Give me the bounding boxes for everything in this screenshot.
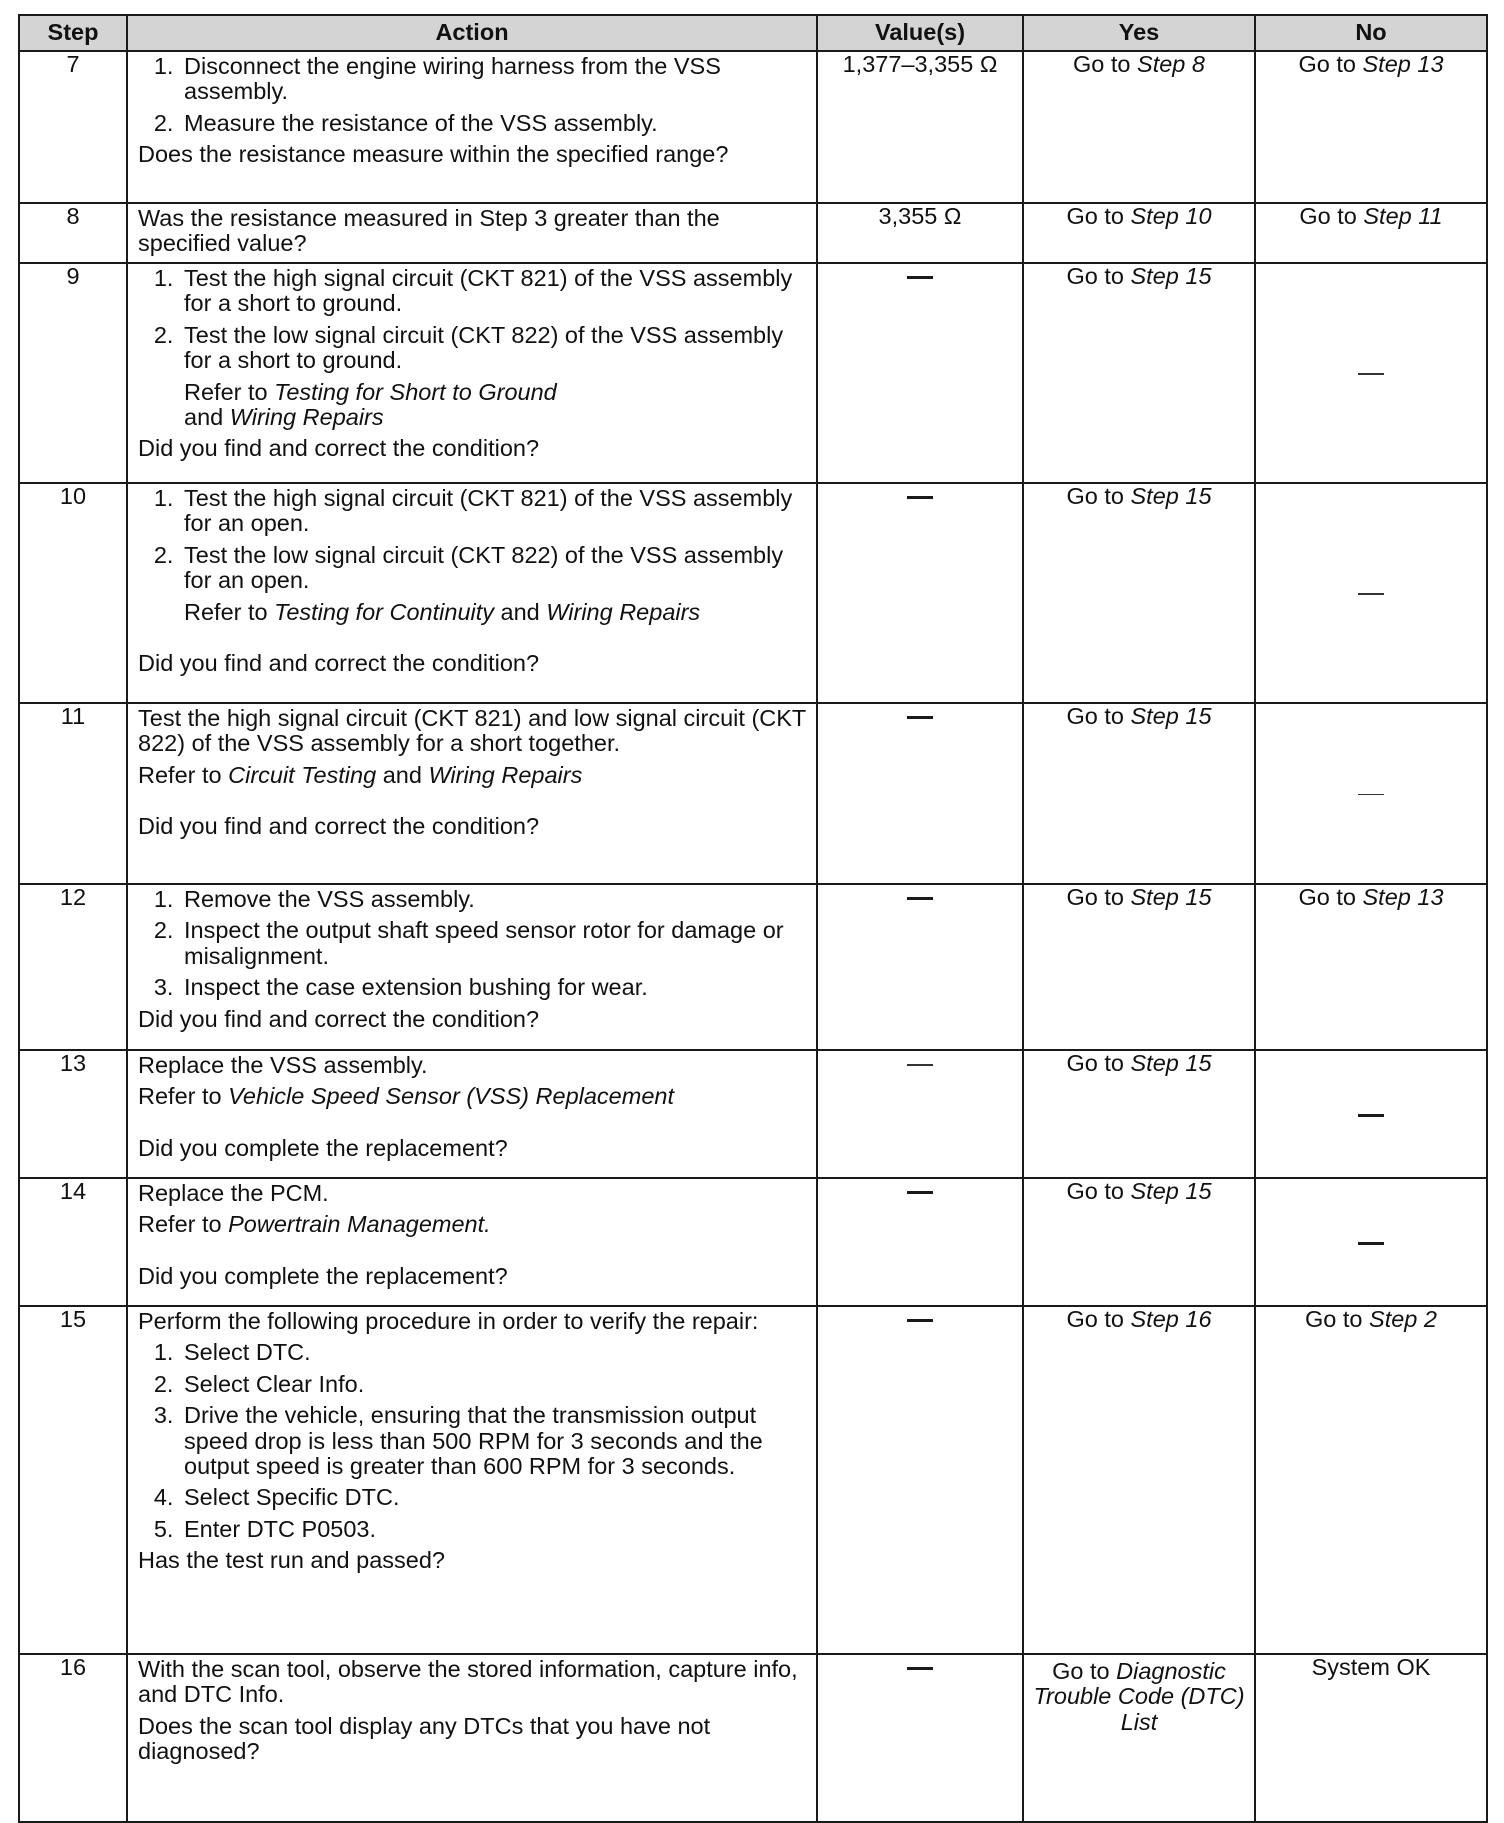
goto-label: Go to xyxy=(1066,483,1124,509)
value-cell: 1,377–3,355 Ω xyxy=(817,51,1023,203)
no-cell[interactable] xyxy=(1255,51,1487,203)
list-item: 2. Inspect the output shaft speed sensor rotor for damage or misalignment. xyxy=(180,918,810,969)
action-text: Perform the following procedure in order to verify the repair: xyxy=(138,1308,759,1334)
step-number: 12 xyxy=(19,884,127,1050)
no-cell xyxy=(1255,483,1487,703)
list-item: 2. Measure the resistance of the VSS assembly. xyxy=(180,111,810,136)
reference-link[interactable]: Vehicle Speed Sensor (VSS) Replacement xyxy=(228,1083,674,1110)
step-number: 15 xyxy=(19,1306,127,1654)
action-list xyxy=(138,486,810,625)
reference-link[interactable]: Wiring Repairs xyxy=(546,598,701,625)
action-list xyxy=(138,1340,810,1542)
ref-and: and xyxy=(184,403,224,430)
reference-link[interactable]: Testing for Short to Ground xyxy=(274,378,557,405)
value-cell xyxy=(817,1050,1023,1178)
step-number: 16 xyxy=(19,1654,127,1822)
header-yes: Yes xyxy=(1023,15,1255,51)
dash-mark xyxy=(1358,373,1384,375)
action-cell xyxy=(127,203,817,263)
action-cell xyxy=(127,263,817,483)
yes-cell[interactable] xyxy=(1023,703,1255,884)
ref-and: and xyxy=(500,598,540,625)
action-cell xyxy=(127,1178,817,1306)
no-cell[interactable] xyxy=(1255,884,1487,1050)
step-link[interactable]: Step 11 xyxy=(1363,203,1443,229)
action-cell xyxy=(127,703,817,884)
goto-label: Go to xyxy=(1066,1050,1124,1076)
step-link[interactable]: Step 13 xyxy=(1362,51,1444,77)
value-cell xyxy=(817,263,1023,483)
action-cell xyxy=(127,884,817,1050)
yes-cell[interactable] xyxy=(1023,1306,1255,1654)
header-values: Value(s) xyxy=(817,15,1023,51)
ref-prefix: Refer to xyxy=(138,761,222,788)
action-text: Replace the PCM. xyxy=(138,1180,329,1206)
no-cell[interactable] xyxy=(1255,1306,1487,1654)
step-link[interactable]: Step 10 xyxy=(1130,203,1212,229)
reference-link[interactable]: Wiring Repairs xyxy=(428,761,583,788)
step-link[interactable]: Step 16 xyxy=(1130,1306,1212,1332)
list-item xyxy=(180,543,810,625)
reference-link[interactable]: Circuit Testing xyxy=(228,761,377,788)
list-item xyxy=(180,323,810,431)
value-cell xyxy=(817,1178,1023,1306)
action-cell xyxy=(127,483,817,703)
value-cell xyxy=(817,1654,1023,1822)
list-item: 1. Test the high signal circuit (CKT 821) of the VSS assembly for an open. xyxy=(180,486,810,537)
question: Was the resistance measured in Step 3 greater than the specified value? xyxy=(138,205,720,257)
reference xyxy=(184,380,810,431)
table-row xyxy=(19,884,1487,1050)
step-link[interactable]: Step 15 xyxy=(1130,483,1212,509)
yes-cell[interactable] xyxy=(1023,884,1255,1050)
list-item: 1. Disconnect the engine wiring harness from the VSS assembly. xyxy=(180,54,810,105)
dash-mark xyxy=(907,1191,933,1194)
action-list xyxy=(138,887,810,1001)
table-row xyxy=(19,703,1487,884)
list-item-text: Test the low signal circuit (CKT 822) of the VSS assembly for an open. xyxy=(184,541,784,594)
goto-label: Go to xyxy=(1066,1178,1124,1204)
step-number: 10 xyxy=(19,483,127,703)
ref-prefix: Refer to xyxy=(138,1083,222,1110)
action-cell xyxy=(127,1306,817,1654)
table-row xyxy=(19,483,1487,703)
list-item: 3. Drive the vehicle, ensuring that the transmission output speed drop is less than 500 RPM for 3 seconds and the output speed is greater than 600 RPM for 3 seconds. xyxy=(180,1403,810,1479)
action-cell xyxy=(127,1050,817,1178)
yes-cell[interactable] xyxy=(1023,1178,1255,1306)
question: Did you complete the replacement? xyxy=(138,1262,508,1289)
yes-cell[interactable] xyxy=(1023,203,1255,263)
table-row xyxy=(19,1050,1487,1178)
step-link[interactable]: Step 8 xyxy=(1137,51,1205,77)
step-number: 7 xyxy=(19,51,127,203)
question: Does the resistance measure within the specified range? xyxy=(138,141,729,168)
goto-label: Go to xyxy=(1066,884,1124,910)
header-step: Step xyxy=(19,15,127,51)
goto-label: Go to xyxy=(1298,884,1356,910)
diagnostic-table xyxy=(18,14,1488,1823)
list-item: 1. Remove the VSS assembly. xyxy=(180,887,810,912)
table-row xyxy=(19,1654,1487,1822)
step-number: 8 xyxy=(19,203,127,263)
yes-cell[interactable] xyxy=(1023,1654,1255,1822)
step-number: 9 xyxy=(19,263,127,483)
step-link[interactable]: Step 15 xyxy=(1130,884,1212,910)
dash-mark xyxy=(907,1064,933,1066)
list-item: 1. Select DTC. xyxy=(180,1340,810,1365)
reference-link[interactable]: Powertrain Management. xyxy=(228,1211,491,1238)
action-text: Test the high signal circuit (CKT 821) and low signal circuit (CKT 822) of the VSS assembly for a short together. xyxy=(138,705,806,757)
reference xyxy=(138,763,810,788)
goto-label: Go to xyxy=(1298,51,1356,77)
yes-cell[interactable] xyxy=(1023,1050,1255,1178)
question: Did you complete the replacement? xyxy=(138,1134,508,1161)
reference-link[interactable]: Testing for Continuity xyxy=(274,598,495,625)
dash-mark xyxy=(907,1667,933,1670)
question: Did you find and correct the condition? xyxy=(138,649,540,676)
diagnostic-page xyxy=(18,14,1486,1823)
goto-label: Go to xyxy=(1066,263,1124,289)
no-cell xyxy=(1255,703,1487,884)
step-link[interactable]: Diagnostic Trouble Code (DTC) List xyxy=(1033,1658,1245,1735)
header-action: Action xyxy=(127,15,817,51)
action-text: Replace the VSS assembly. xyxy=(138,1052,428,1078)
value-cell xyxy=(817,703,1023,884)
value-cell xyxy=(817,884,1023,1050)
value-cell xyxy=(817,483,1023,703)
no-cell xyxy=(1255,263,1487,483)
yes-cell[interactable] xyxy=(1023,51,1255,203)
step-link[interactable]: Step 15 xyxy=(1130,263,1212,289)
dash-mark xyxy=(907,276,933,279)
list-item: 3. Inspect the case extension bushing for wear. xyxy=(180,975,810,1000)
step-number: 11 xyxy=(19,703,127,884)
dash-mark xyxy=(1358,1242,1384,1245)
ref-and: and xyxy=(382,761,422,788)
ref-prefix: Refer to xyxy=(138,1211,222,1238)
no-cell: System OK xyxy=(1255,1654,1487,1822)
step-number: 14 xyxy=(19,1178,127,1306)
table-row xyxy=(19,203,1487,263)
value-cell: 3,355 Ω xyxy=(817,203,1023,263)
dash-mark xyxy=(907,716,933,719)
question: Did you find and correct the condition? xyxy=(138,813,540,840)
dash-mark xyxy=(907,897,933,900)
no-cell[interactable] xyxy=(1255,203,1487,263)
dash-mark xyxy=(907,496,933,499)
goto-label: Go to xyxy=(1066,203,1124,229)
table-row xyxy=(19,1306,1487,1654)
dash-mark xyxy=(1358,794,1384,796)
table-row xyxy=(19,51,1487,203)
no-cell xyxy=(1255,1050,1487,1178)
goto-label: Go to xyxy=(1305,1306,1363,1332)
reference xyxy=(138,1212,810,1237)
yes-cell[interactable] xyxy=(1023,483,1255,703)
header-no: No xyxy=(1255,15,1487,51)
reference-link[interactable]: Wiring Repairs xyxy=(229,403,384,430)
question: Does the scan tool display any DTCs that you have not diagnosed? xyxy=(138,1712,711,1765)
table-row xyxy=(19,1178,1487,1306)
action-list xyxy=(138,54,810,136)
action-text: With the scan tool, observe the stored information, capture info, and DTC Info. xyxy=(138,1656,798,1708)
question: Did you find and correct the condition? xyxy=(138,435,540,462)
list-item: 4. Select Specific DTC. xyxy=(180,1485,810,1510)
question: Has the test run and passed? xyxy=(138,1547,446,1573)
list-item-text: Test the low signal circuit (CKT 822) of the VSS assembly for a short to ground. xyxy=(184,321,784,374)
step-link[interactable]: Step 15 xyxy=(1130,1178,1212,1204)
reference xyxy=(184,600,810,625)
list-item: 5. Enter DTC P0503. xyxy=(180,1517,810,1542)
step-link[interactable]: Step 15 xyxy=(1130,703,1212,729)
action-cell xyxy=(127,51,817,203)
value-cell xyxy=(817,1306,1023,1654)
question: Did you find and correct the condition? xyxy=(138,1005,540,1032)
action-list xyxy=(138,266,810,430)
step-number: 13 xyxy=(19,1050,127,1178)
table-row xyxy=(19,263,1487,483)
goto-label: Go to xyxy=(1073,51,1131,77)
step-link[interactable]: Step 13 xyxy=(1362,884,1444,910)
dash-mark xyxy=(1358,1114,1384,1117)
step-link[interactable]: Step 15 xyxy=(1130,1050,1212,1076)
list-item: 1. Test the high signal circuit (CKT 821) of the VSS assembly for a short to ground. xyxy=(180,266,810,317)
action-cell xyxy=(127,1654,817,1822)
dash-mark xyxy=(907,1319,933,1322)
goto-label: Go to xyxy=(1066,1306,1124,1332)
ref-prefix: Refer to xyxy=(184,598,268,625)
goto-label: Go to xyxy=(1052,1658,1110,1684)
goto-label: Go to xyxy=(1066,703,1124,729)
step-link[interactable]: Step 2 xyxy=(1369,1306,1437,1332)
ref-prefix: Refer to xyxy=(184,378,268,405)
dash-mark xyxy=(1358,593,1384,595)
goto-label: Go to xyxy=(1299,203,1357,229)
no-cell xyxy=(1255,1178,1487,1306)
yes-cell[interactable] xyxy=(1023,263,1255,483)
reference xyxy=(138,1084,810,1109)
table-header-row xyxy=(19,15,1487,51)
list-item: 2. Select Clear Info. xyxy=(180,1372,810,1397)
